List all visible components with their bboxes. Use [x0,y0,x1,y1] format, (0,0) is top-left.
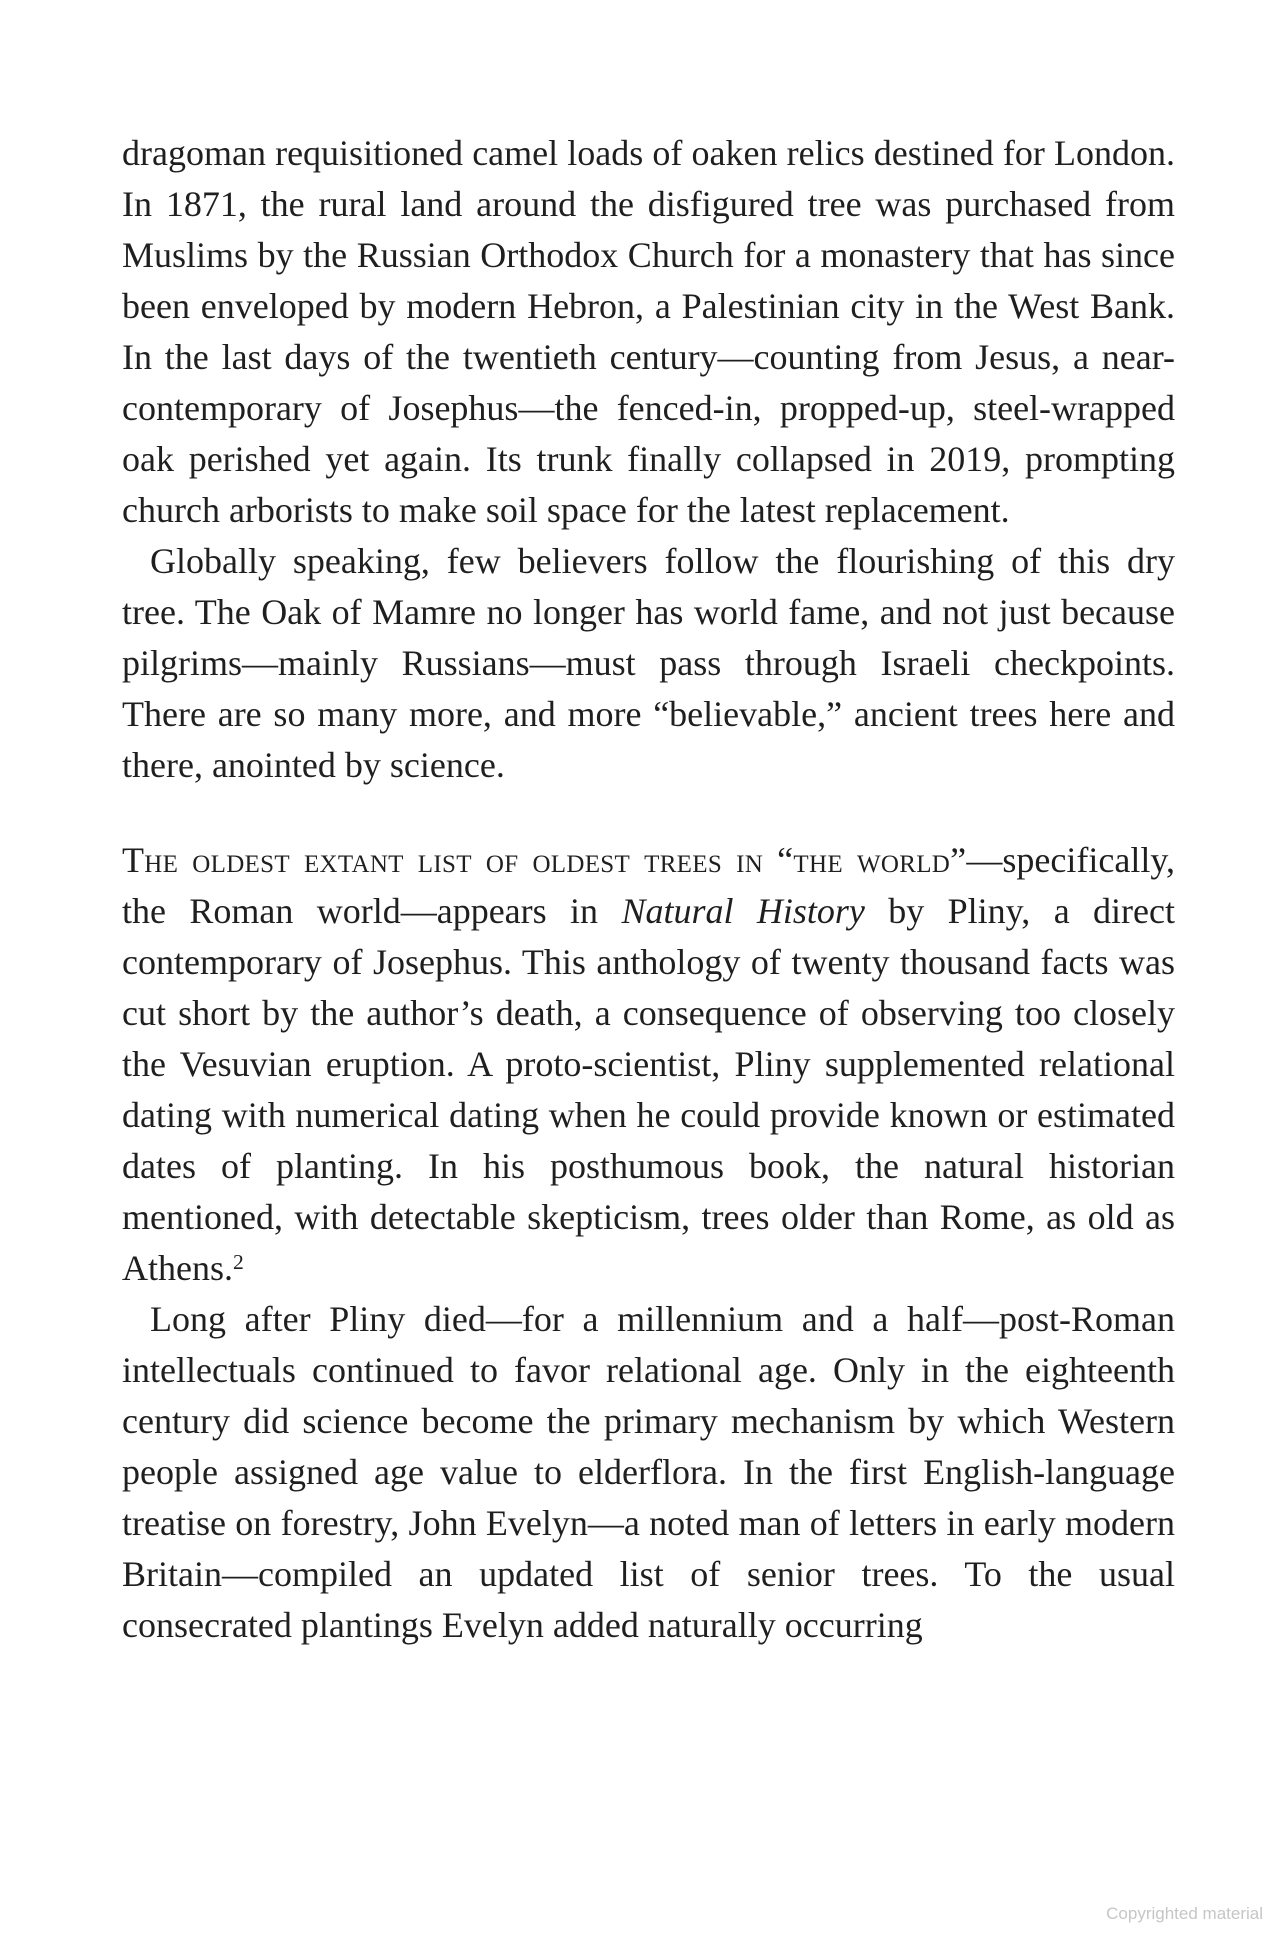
paragraph-oak-of-mamre-continuation: dragoman requisitioned camel loads of oaken relics destined for London. In 1871, the rural land around the disfigured tree was purchased from Muslims by the Russian Orthodox Church for a monastery that has since been enveloped by modern Hebron, a Palestinian city in the West Bank. In the last days of the twentieth century—counting from Jesus, a near-contemporary of Josephus—the fenced-in, propped-up, steel-wrapped oak perished yet again. Its trunk finally collapsed in 2019, prompting church arborists to make soil space for the latest replacement. [122,133,1175,530]
paragraph-text-run: —specifically, the Roman world—appears in [122,840,1175,931]
book-title-natural-history: Natural History [621,891,865,931]
footnote-reference-2: 2 [233,1250,244,1275]
paragraph-globally-speaking: Globally speaking, few believers follow the flourishing of this dry tree. The Oak of Mamre no longer has world fame, and not just because pilgrims—mainly Russians—must pass through Israeli checkpoints. There are so many more, and more “believable,” ancient trees here and there, anointed by science. [122,541,1175,785]
paragraph-long-after-pliny: Long after Pliny died—for a millennium and a half—post-Roman intellectuals continued to favor relational age. Only in the eighteenth century did science become the primary mechanism by which Western people assigned age value to elderflora. In the first English-language treatise on forestry, John Evelyn—a noted man of letters in early modern Britain—compiled an updated list of senior trees. To the usual consecrated plantings Evelyn added naturally occurring [122,1299,1175,1645]
copyright-notice: Copyrighted material [1106,1904,1263,1923]
page-text-column [122,128,1175,1651]
paragraph-text-run: by Pliny, a direct contemporary of Josephus. This anthology of twenty thousand facts was cut short by the author’s death, a consequence of observing too closely the Vesuvian eruption. A proto-scientist, Pliny supplemented relational dating with numerical dating when he could provide known or estimated dates of planting. In his posthumous book, the natural historian mentioned, with detectable skepticism, trees older than Rome, as old as Athens. [122,891,1176,1288]
small-caps-section-opener: The oldest extant list of oldest trees in “the world” [122,840,967,880]
paragraph-oldest-trees-section [122,835,1175,1294]
